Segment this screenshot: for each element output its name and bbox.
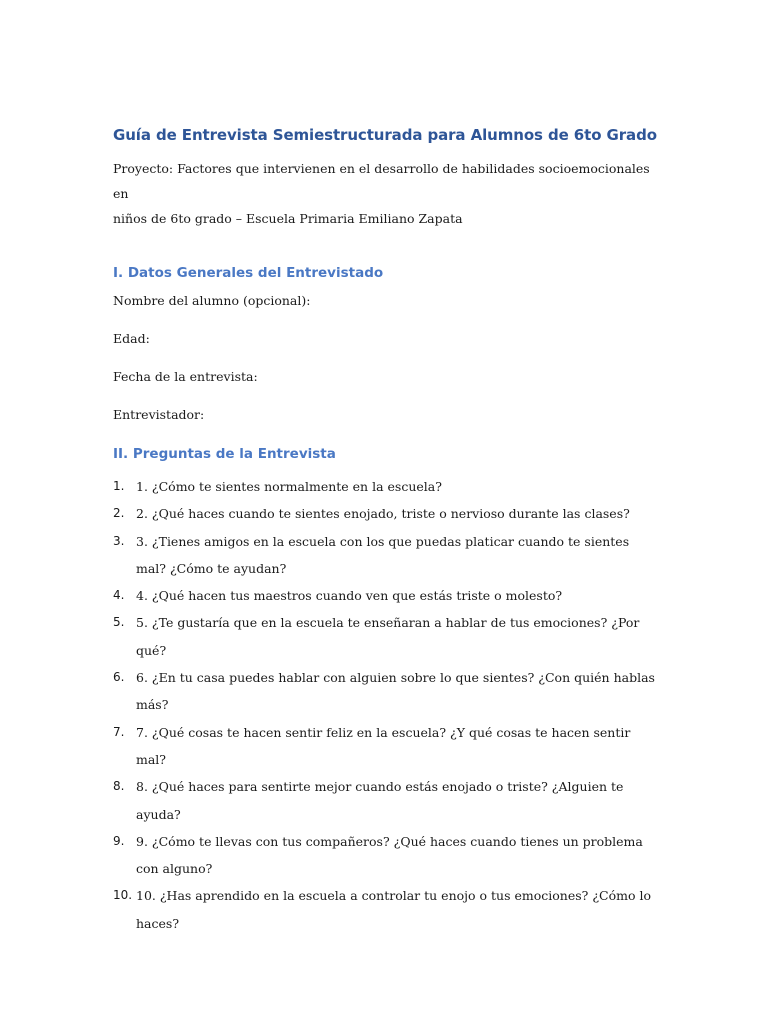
question-number: 3. (113, 533, 125, 548)
question-item (113, 582, 658, 609)
question-number: 4. (113, 588, 125, 603)
field-interviewer: Entrevistador: (113, 407, 205, 422)
question-text: 5. ¿Te gustaría que en la escuela te enseñaran a hablar de tus emociones? ¿Por qué? (136, 615, 640, 658)
question-item (113, 882, 658, 937)
question-number: 7. (113, 724, 125, 739)
project-line-2: niños de 6to grado – Escuela Primaria Emiliano Zapata (113, 211, 463, 226)
question-item (113, 719, 658, 774)
question-text: 9. ¿Cómo te llevas con tus compañeros? ¿Qué haces cuando tienes un problema con alguno? (136, 833, 643, 877)
field-interview-date: Fecha de la entrevista: (113, 369, 258, 384)
general-data-heading: I. Datos Generales del Entrevistado (113, 265, 384, 281)
question-number: 9. (113, 833, 125, 848)
questions-list (113, 473, 658, 937)
question-item (113, 828, 658, 883)
question-item (113, 500, 658, 527)
question-item (113, 664, 658, 719)
question-text: 1. ¿Cómo te sientes normalmente en la escuela? (136, 479, 442, 494)
question-item (113, 528, 658, 583)
field-student-name: Nombre del alumno (opcional): (113, 293, 311, 308)
document-page (113, 124, 658, 937)
question-number: 6. (113, 670, 125, 685)
question-text: 3. ¿Tienes amigos en la escuela con los que puedas platicar cuando te sientes mal? ¿Cómo te ayudan? (136, 533, 630, 576)
question-item (113, 609, 658, 664)
project-line-1: Proyecto: Factores que intervienen en el desarrollo de habilidades socioemocionales en (113, 161, 650, 201)
question-number: 5. (113, 615, 125, 630)
document-title: Guía de Entrevista Semiestructurada para Alumnos de 6to Grado (113, 126, 657, 144)
question-item (113, 473, 658, 500)
question-item (113, 773, 658, 828)
question-text: 7. ¿Qué cosas te hacen sentir feliz en la escuela? ¿Y qué cosas te hacen sentir mal? (136, 724, 631, 767)
question-text: 4. ¿Qué hacen tus maestros cuando ven que estás triste o molesto? (136, 588, 563, 604)
field-age: Edad: (113, 331, 150, 346)
question-number: 2. (113, 506, 125, 521)
question-number: 10. (113, 888, 133, 903)
question-text: 6. ¿En tu casa puedes hablar con alguien sobre lo que sientes? ¿Con quién hablas más? (136, 670, 655, 713)
question-number: 8. (113, 779, 125, 794)
question-number: 1. (113, 479, 125, 493)
questions-heading: II. Preguntas de la Entrevista (113, 446, 336, 462)
question-text: 8. ¿Qué haces para sentirte mejor cuando estás enojado o triste? ¿Alguien te ayuda? (136, 779, 624, 822)
question-text: 10. ¿Has aprendido en la escuela a controlar tu enojo o tus emociones? ¿Cómo lo haces? (136, 888, 651, 931)
question-text: 2. ¿Qué haces cuando te sientes enojado, triste o nervioso durante las clases? (136, 506, 630, 522)
